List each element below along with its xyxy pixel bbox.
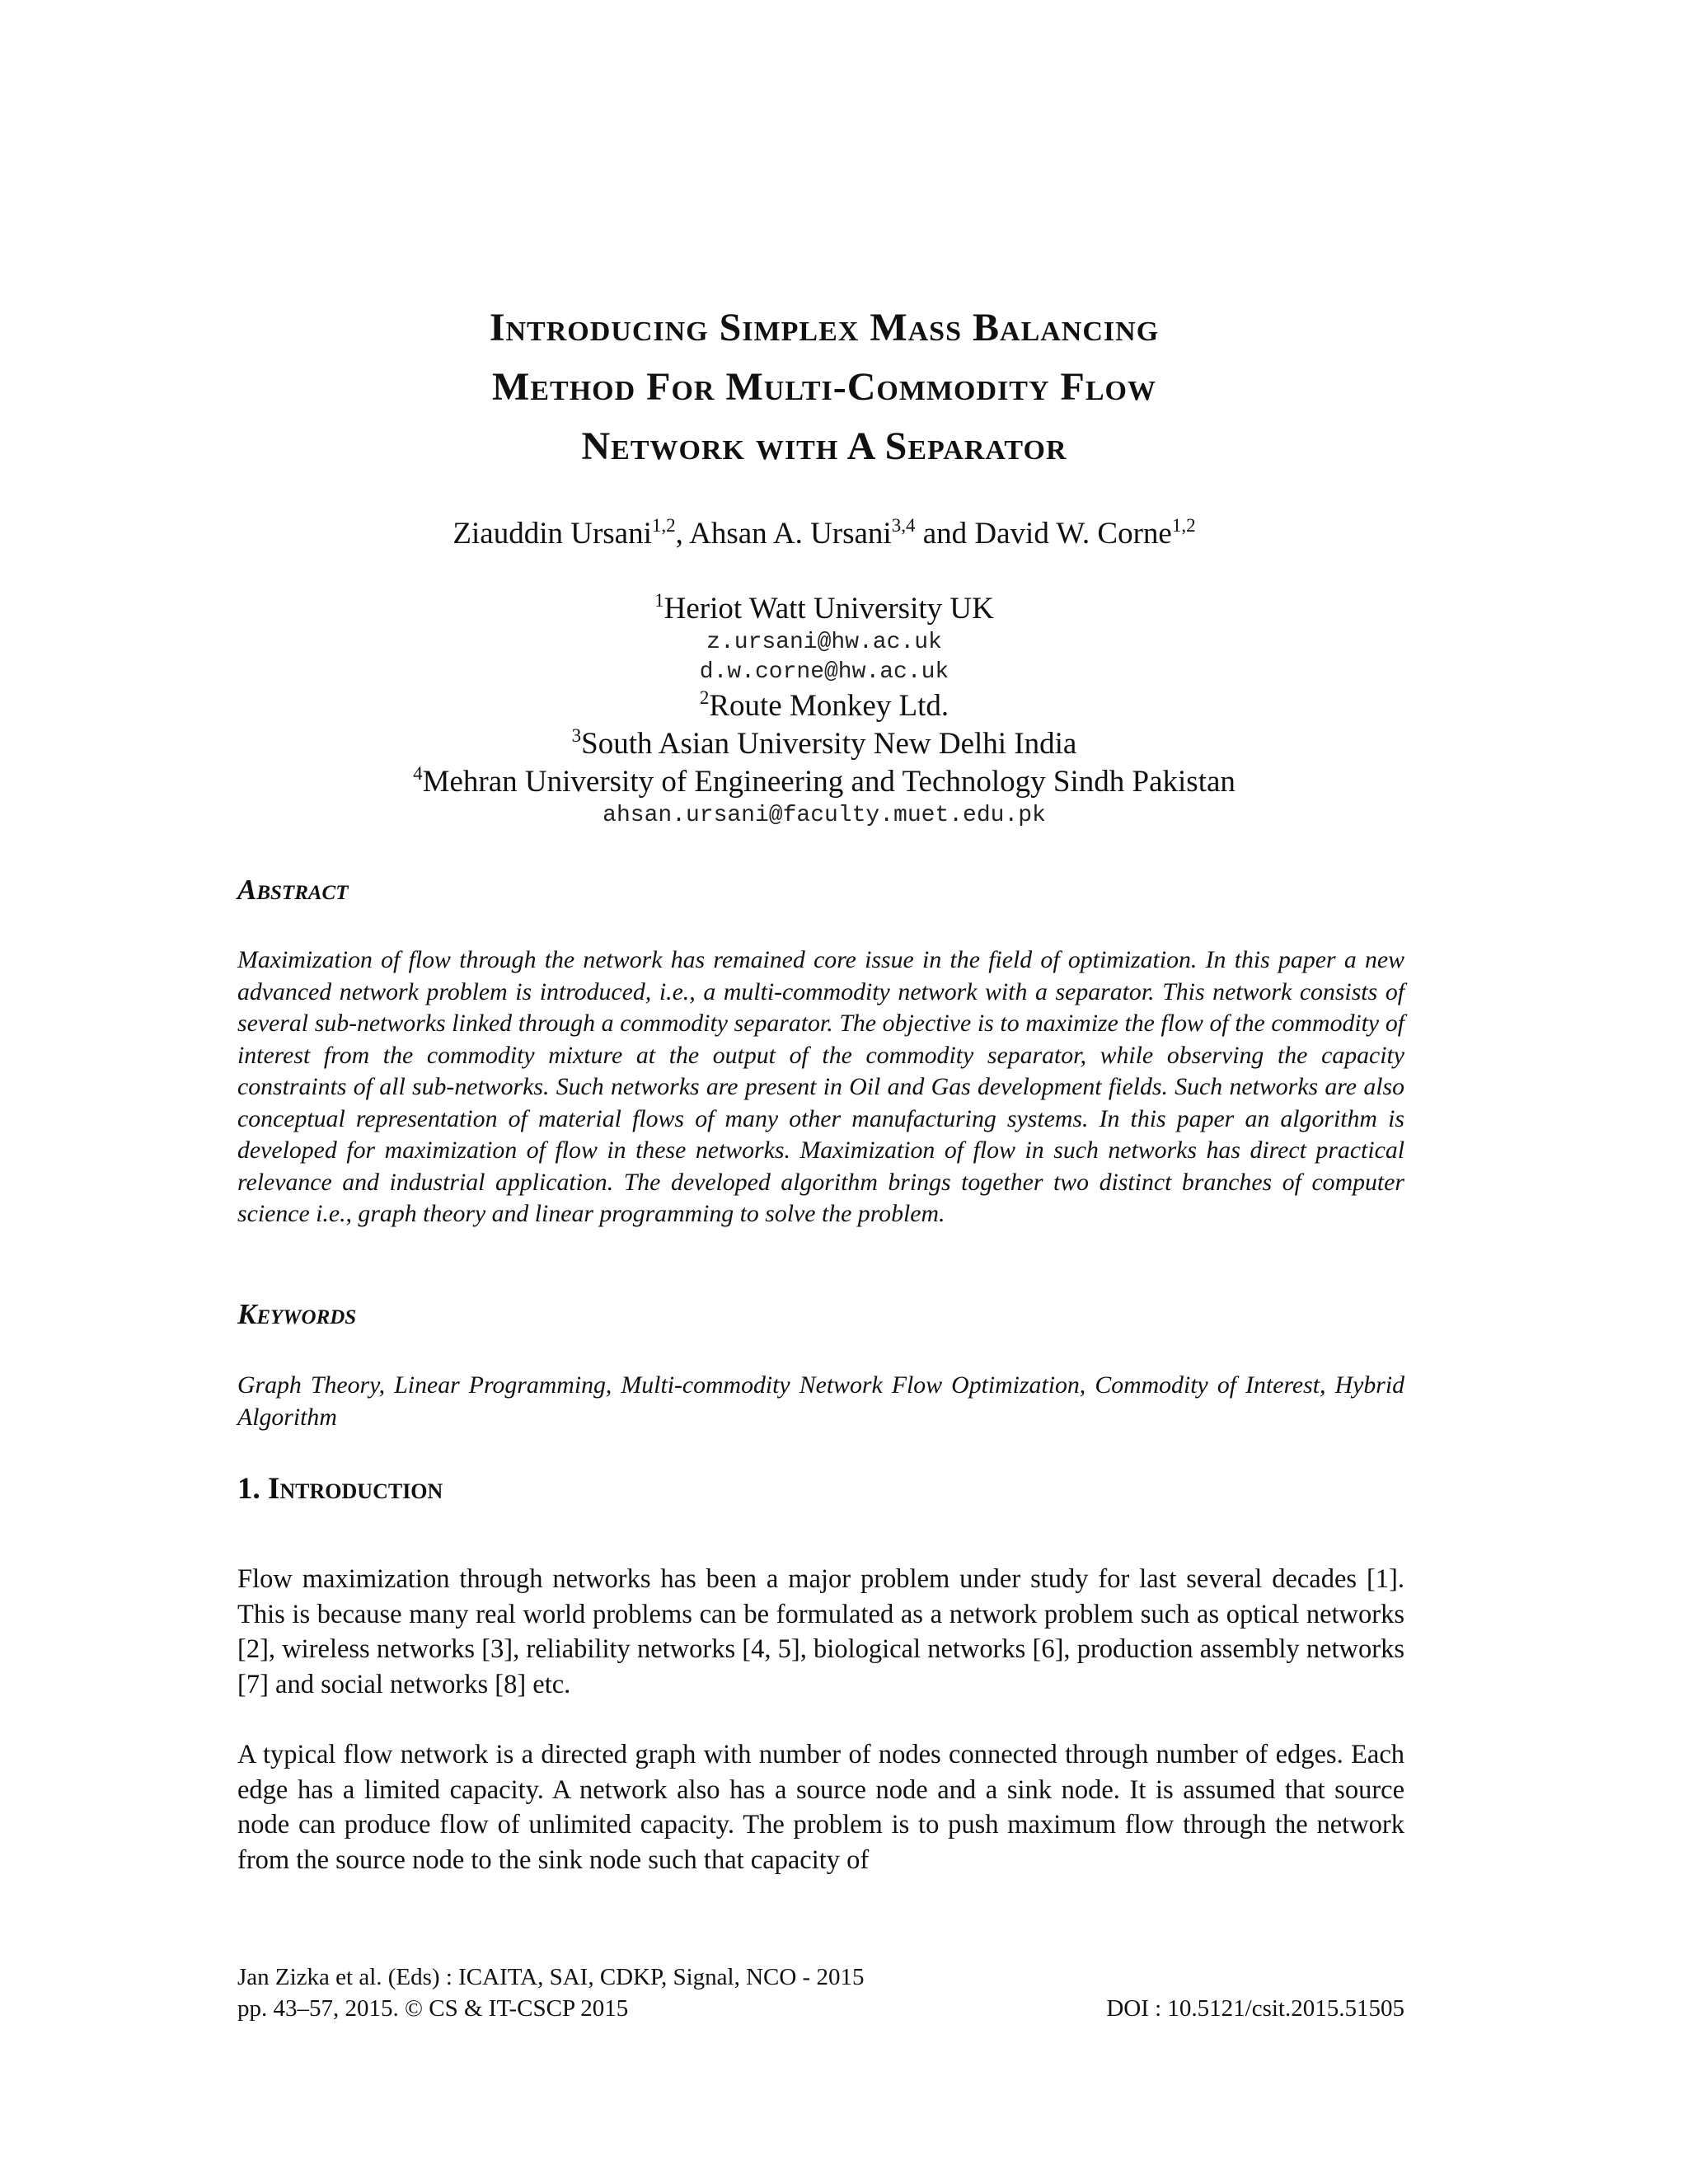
- author-1: Ziauddin Ursani: [452, 517, 652, 551]
- footer-row-2: [237, 1993, 1404, 2024]
- affiliation-1-marker: 1: [654, 590, 664, 611]
- keywords-heading: Keywords: [237, 1298, 357, 1330]
- abstract-text: Maximization of flow through the network has remained core issue in the field of optimization. In this paper a new advanced network problem is introduced, i.e., a multi-commodity network with a separator. This network consists of several sub-networks linked through a commodity separator. The objective is to maximize the flow of the commodity of interest from the commodity mixture at the output of the commodity separator, while observing the capacity constraints of all sub-networks. Such networks are present in Oil and Gas development fields. Such networks are also conceptual representation of material flows of many other manufacturing systems. In this paper an algorithm is developed for maximization of flow in these networks. Maximization of flow in such networks has direct practical relevance and industrial application. The developed algorithm brings together two distinct branches of computer science i.e., graph theory and linear programming to solve the problem.: [237, 946, 1404, 1227]
- affiliation-2-marker: 2: [699, 687, 710, 708]
- affiliation-2-text: Route Monkey Ltd.: [709, 689, 950, 723]
- footer-row-1: [237, 1961, 1404, 1993]
- introduction-heading: [237, 1471, 443, 1507]
- footer-pages: pp. 43–57, 2015. © CS & IT-CSCP 2015: [237, 1995, 629, 2022]
- affiliation-1: [206, 590, 1442, 628]
- title-line-3: Network with A Separator: [581, 424, 1067, 468]
- section-number: 1.: [237, 1472, 268, 1506]
- page-footer: [237, 1961, 1404, 2024]
- intro-paragraph-2: A typical flow network is a directed graph with number of nodes connected through number of edges. Each edge has a limited capacity. A network also has a source node and a sink node. It is assumed that source node can produce flow of unlimited capacity. The problem is to push maximum flow through the network from the source node to the sink node such that capacity of: [237, 1740, 1404, 1875]
- footer-editors: Jan Zizka et al. (Eds) : ICAITA, SAI, CDKP, Signal, NCO - 2015: [237, 1964, 865, 1990]
- title-line-1: Introducing Simplex Mass Balancing: [489, 306, 1160, 349]
- author-separator: and: [915, 517, 975, 551]
- paper-title: [206, 298, 1442, 476]
- affiliation-4-text: Mehran University of Engineering and Technology Sindh Pakistan: [422, 765, 1236, 799]
- affiliation-3-text: South Asian University New Delhi India: [581, 727, 1077, 761]
- footer-doi[interactable]: DOI : 10.5121/csit.2015.51505: [1106, 1995, 1404, 2022]
- affiliation-4: [206, 763, 1442, 801]
- affiliation-4-marker: 4: [413, 763, 423, 784]
- title-line-2: Method For Multi-Commodity Flow: [492, 365, 1156, 409]
- abstract-heading: Abstract: [237, 874, 349, 906]
- author-2-affil: 3,4: [891, 515, 916, 536]
- section-title: Introduction: [268, 1472, 443, 1506]
- affiliation-3-marker: 3: [571, 725, 582, 746]
- author-list: [206, 515, 1442, 553]
- affiliations: [206, 590, 1442, 831]
- affiliation-2: [206, 687, 1442, 725]
- email-ahsan[interactable]: ahsan.ursani@faculty.muet.edu.pk: [603, 803, 1046, 828]
- email-ursani[interactable]: z.ursani@hw.ac.uk: [706, 630, 942, 655]
- affiliation-3: [206, 725, 1442, 763]
- affiliation-1-text: Heriot Watt University UK: [663, 592, 994, 626]
- email-corne[interactable]: d.w.corne@hw.ac.uk: [699, 659, 950, 685]
- author-2: Ahsan A. Ursani: [689, 517, 892, 551]
- author-separator: ,: [675, 517, 690, 551]
- intro-paragraph-1: Flow maximization through networks has been a major problem under study for last several decades [1]. This is because many real world problems can be formulated as a network problem such as optical networks [2], wireless networks [3], reliability networks [4, 5], biological networks [6], production assembly networks [7] and social networks [8] etc.: [237, 1564, 1404, 1699]
- author-3-affil: 1,2: [1171, 515, 1196, 536]
- author-3: David W. Corne: [974, 517, 1172, 551]
- author-1-affil: 1,2: [651, 515, 676, 536]
- keywords-text: Graph Theory, Linear Programming, Multi-commodity Network Flow Optimization, Commodity of Interest, Hybrid Algorithm: [237, 1371, 1404, 1431]
